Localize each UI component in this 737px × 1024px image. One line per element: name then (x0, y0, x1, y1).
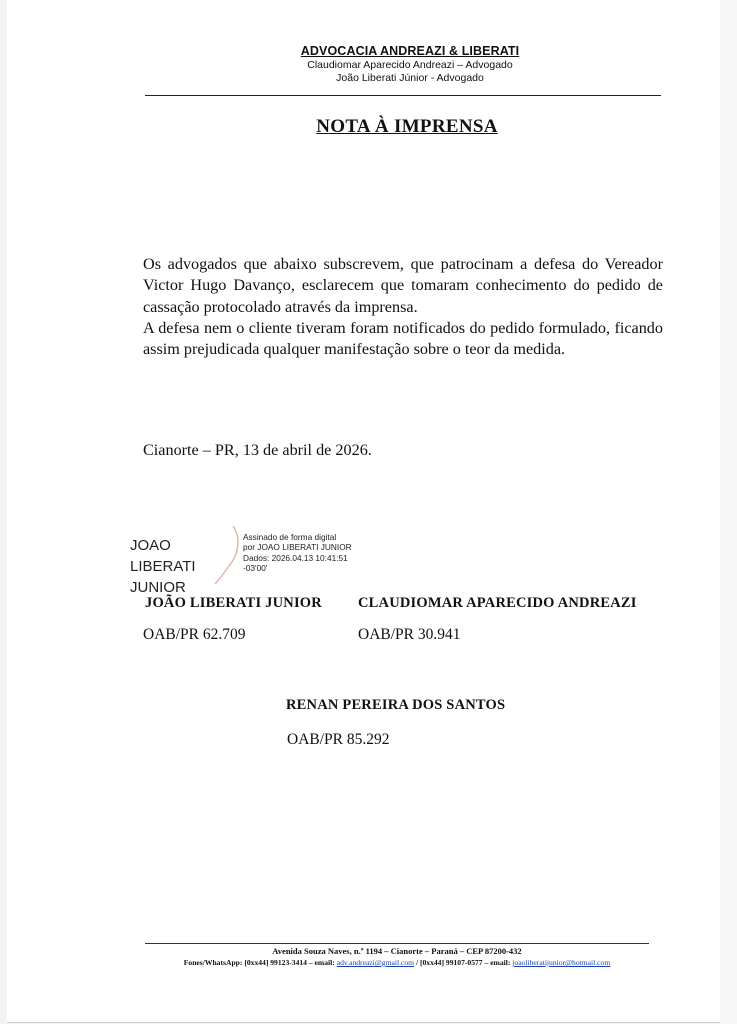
digital-signature-details (243, 532, 373, 573)
firm-name: ADVOCACIA ANDREAZI & LIBERATI (300, 44, 520, 58)
document-page (7, 0, 720, 1023)
footer-phones-mid: / [0xx44] 99107-0577 – email: (414, 958, 511, 967)
footer-divider (145, 943, 649, 944)
footer-email-2[interactable]: joaoliberatijunior@hotmail.com (512, 958, 611, 967)
body-text (143, 254, 663, 360)
signature-meta-line-1: Assinado de forma digital (243, 532, 337, 542)
footer-contacts (125, 958, 669, 967)
signatory-oab-1: OAB/PR 62.709 (143, 626, 246, 643)
place-date: Cianorte – PR, 13 de abril de 2026. (143, 441, 372, 459)
signature-meta-line-4: -03'00' (243, 562, 268, 573)
footer-address: Avenida Souza Naves, n.º 1194 – Cianorte – Paraná – CEP 87200-432 (272, 946, 522, 956)
footer-phones-label: Fones/WhatsApp: [0xx44] 99123-3414 – email: (183, 958, 335, 967)
paragraph-2: A defesa nem o cliente tiveram foram notificados do pedido formulado, ficando assim prejudicada qualquer manifestação sobre o teor da medida. (143, 318, 663, 359)
signatory-name-2: CLAUDIOMAR APARECIDO ANDREAZI (358, 595, 637, 611)
paragraph-1: Os advogados que abaixo subscrevem, que patrocinam a defesa do Vereador Victor Hugo Davanço, esclarecem que tomaram conhecimento do pedido de cassação protocolado através da imprensa. (143, 255, 663, 316)
footer-email-1[interactable]: adv.andreazi@gmail.com (336, 958, 415, 967)
signature-meta-line-3: Dados: 2026.04.13 10:41:51 (243, 552, 348, 563)
digital-signature-name-line-2: JUNIOR (130, 579, 186, 596)
signatory-name-3: RENAN PEREIRA DOS SANTOS (286, 697, 506, 713)
signatory-oab-2: OAB/PR 30.941 (358, 626, 461, 643)
document-title: NOTA À IMPRENSA (316, 116, 498, 137)
signature-meta-line-2: por JOAO LIBERATI JUNIOR (243, 542, 352, 553)
header-lawyer-1: Claudiomar Aparecido Andreazi – Advogado (307, 59, 513, 71)
page-edge (720, 0, 737, 1024)
digital-signature-name-line-1: JOAO LIBERATI (130, 537, 196, 575)
signatory-oab-3: OAB/PR 85.292 (287, 731, 390, 748)
header-lawyer-2: João Liberati Júnior - Advogado (336, 72, 484, 84)
signature-flourish-icon (211, 524, 241, 586)
signatory-name-1: JOÃO LIBERATI JUNIOR (145, 595, 322, 611)
header-divider (145, 95, 661, 96)
